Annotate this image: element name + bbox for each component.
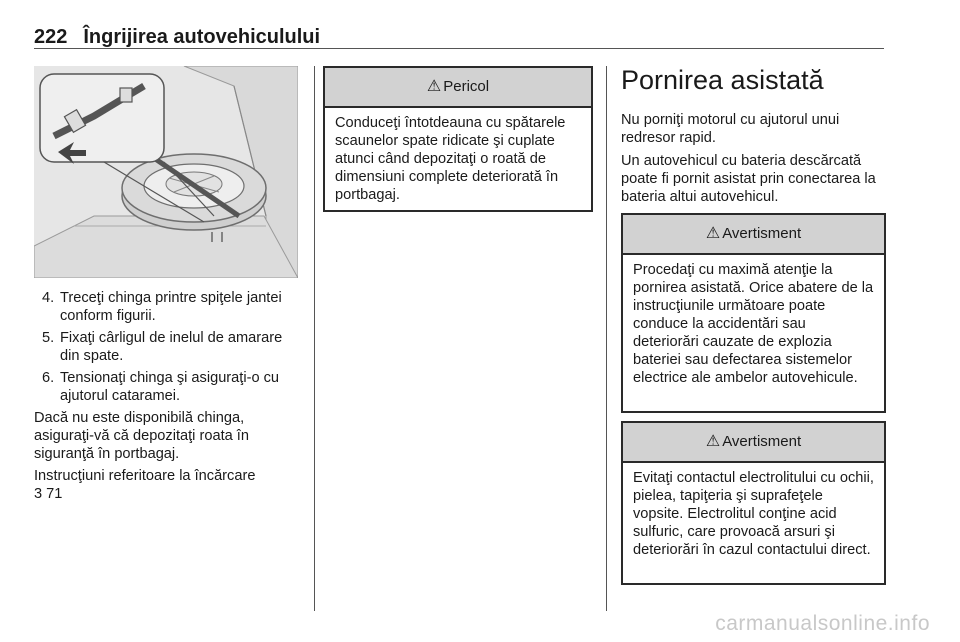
step-number: 6. (42, 370, 55, 386)
column-divider-right (606, 66, 607, 611)
warning-triangle-icon: ⚠ (705, 433, 721, 450)
list-item (34, 369, 302, 405)
intro-paragraph-2: Un autovehicul cu bateria descărcată poate fi pornit asistat prin conectarea la bateria altui autovehicul. (621, 153, 876, 205)
warning-triangle-icon: ⚠ (426, 78, 442, 95)
instructions-list (34, 289, 302, 507)
warning-box-1-header (623, 215, 884, 255)
list-item (34, 289, 302, 325)
step-text: Treceţi chinga printre spiţele jantei conform figurii. (60, 290, 282, 324)
warning-box-2 (621, 421, 886, 585)
step-number: 5. (42, 330, 55, 346)
header-rule (34, 48, 884, 49)
danger-body: Conduceţi întotdeauna cu spătarele scaunelor spate ridicate şi cuplate atunci când depozitaţi o roată de dimensiuni complete deteriorată în portbagaj. (335, 115, 566, 203)
warning-1-title: Avertisment (722, 225, 802, 242)
step-text: Fixaţi cârligul de inelul de amarare din spate. (60, 330, 283, 364)
column-divider-left (314, 66, 315, 611)
section-intro (621, 111, 887, 211)
danger-title: Pericol (443, 78, 490, 95)
section-heading: Pornirea asistată (621, 65, 824, 95)
page-number: 222 (34, 26, 68, 48)
warning-triangle-icon: ⚠ (705, 225, 721, 242)
warning-2-title: Avertisment (722, 433, 802, 450)
intro-paragraph-1: Nu porniţi motorul cu ajutorul unui redresor rapid. (621, 112, 840, 146)
page-reference-link[interactable]: 3 71 (34, 486, 63, 502)
warning-box-1 (621, 213, 886, 413)
watermark: carmanualsonline.info (715, 612, 930, 635)
page-title: Îngrijirea autovehiculului (83, 26, 321, 48)
paragraph-loading-reference (34, 467, 302, 503)
danger-box (323, 66, 593, 212)
trunk-spare-wheel-drawing (34, 66, 298, 278)
warning-1-body: Procedaţi cu maximă atenţie la pornirea asistată. Orice abatere de la instrucţiunile următoare poate conduce la accidentări sau deteriorări cauzate de explozia bateriei sau defectarea sistemelor electrice ale ambelor autovehicule. (633, 262, 874, 386)
loading-instructions-text: Instrucţiuni referitoare la încărcare (34, 468, 256, 484)
page-header (34, 26, 320, 49)
warning-box-2-header (623, 423, 884, 463)
warning-2-body: Evitaţi contactul electrolitului cu ochii, pielea, tapiţeria şi suprafeţele vopsite. Electrolitul conţine acid sulfuric, care provoacă arsuri şi deteriorări în cazul contactului direct. (633, 470, 874, 558)
step-text: Tensionaţi chinga şi asiguraţi-o cu ajutorul cataramei. (60, 370, 280, 404)
spare-wheel-illustration (34, 66, 298, 278)
list-item (34, 329, 302, 365)
paragraph-no-strap: Dacă nu este disponibilă chinga, asiguraţi-vă că depozitaţi roata în siguranţă în portbagaj. (34, 410, 249, 462)
danger-box-header (325, 68, 591, 108)
step-number: 4. (42, 290, 55, 306)
